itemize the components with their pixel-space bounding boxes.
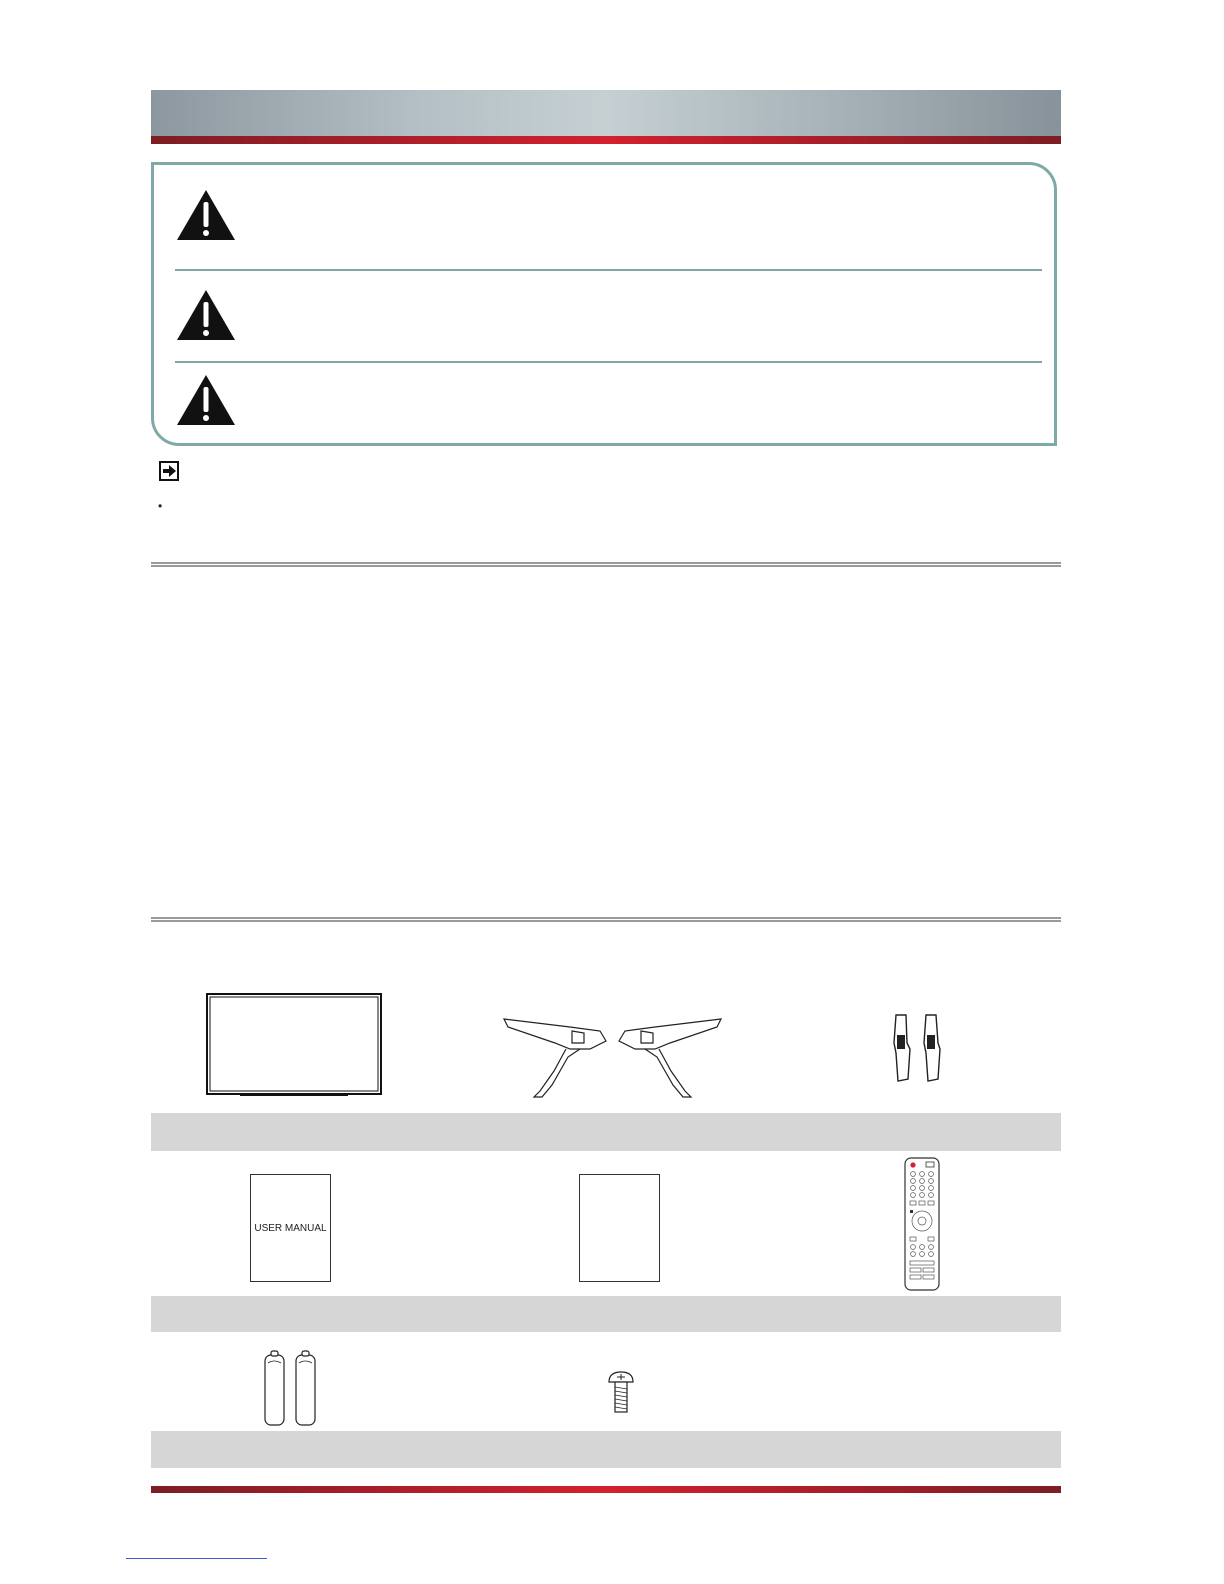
warning-triangle-icon [175, 188, 237, 242]
header-band [151, 90, 1061, 136]
caption-band [151, 1431, 1061, 1468]
warning-divider [175, 269, 1042, 271]
section-rule [151, 917, 1061, 922]
user-manual-illustration [250, 1174, 331, 1282]
remote-control-illustration [904, 1157, 940, 1291]
section-rule [151, 562, 1061, 567]
footer-accent-bar [151, 1486, 1061, 1493]
warning-triangle-icon [175, 288, 237, 342]
header-accent-bar [151, 136, 1061, 144]
warning-divider [175, 361, 1042, 363]
batteries-illustration [262, 1349, 322, 1427]
caption-band [151, 1296, 1061, 1332]
note-arrow-icon [159, 461, 179, 481]
tv-illustration [206, 993, 382, 1097]
bullet-point: • [158, 499, 163, 513]
warning-box [151, 162, 1057, 446]
caption-band [151, 1113, 1061, 1151]
footer-link-underline[interactable] [126, 1558, 267, 1559]
screw-illustration [607, 1370, 635, 1416]
warning-triangle-icon [175, 373, 237, 427]
document-illustration [579, 1174, 660, 1282]
stand-illustration [500, 1013, 725, 1101]
stand-bracket-illustration [890, 1013, 946, 1083]
user-manual-label: USER MANUAL [254, 1222, 327, 1234]
